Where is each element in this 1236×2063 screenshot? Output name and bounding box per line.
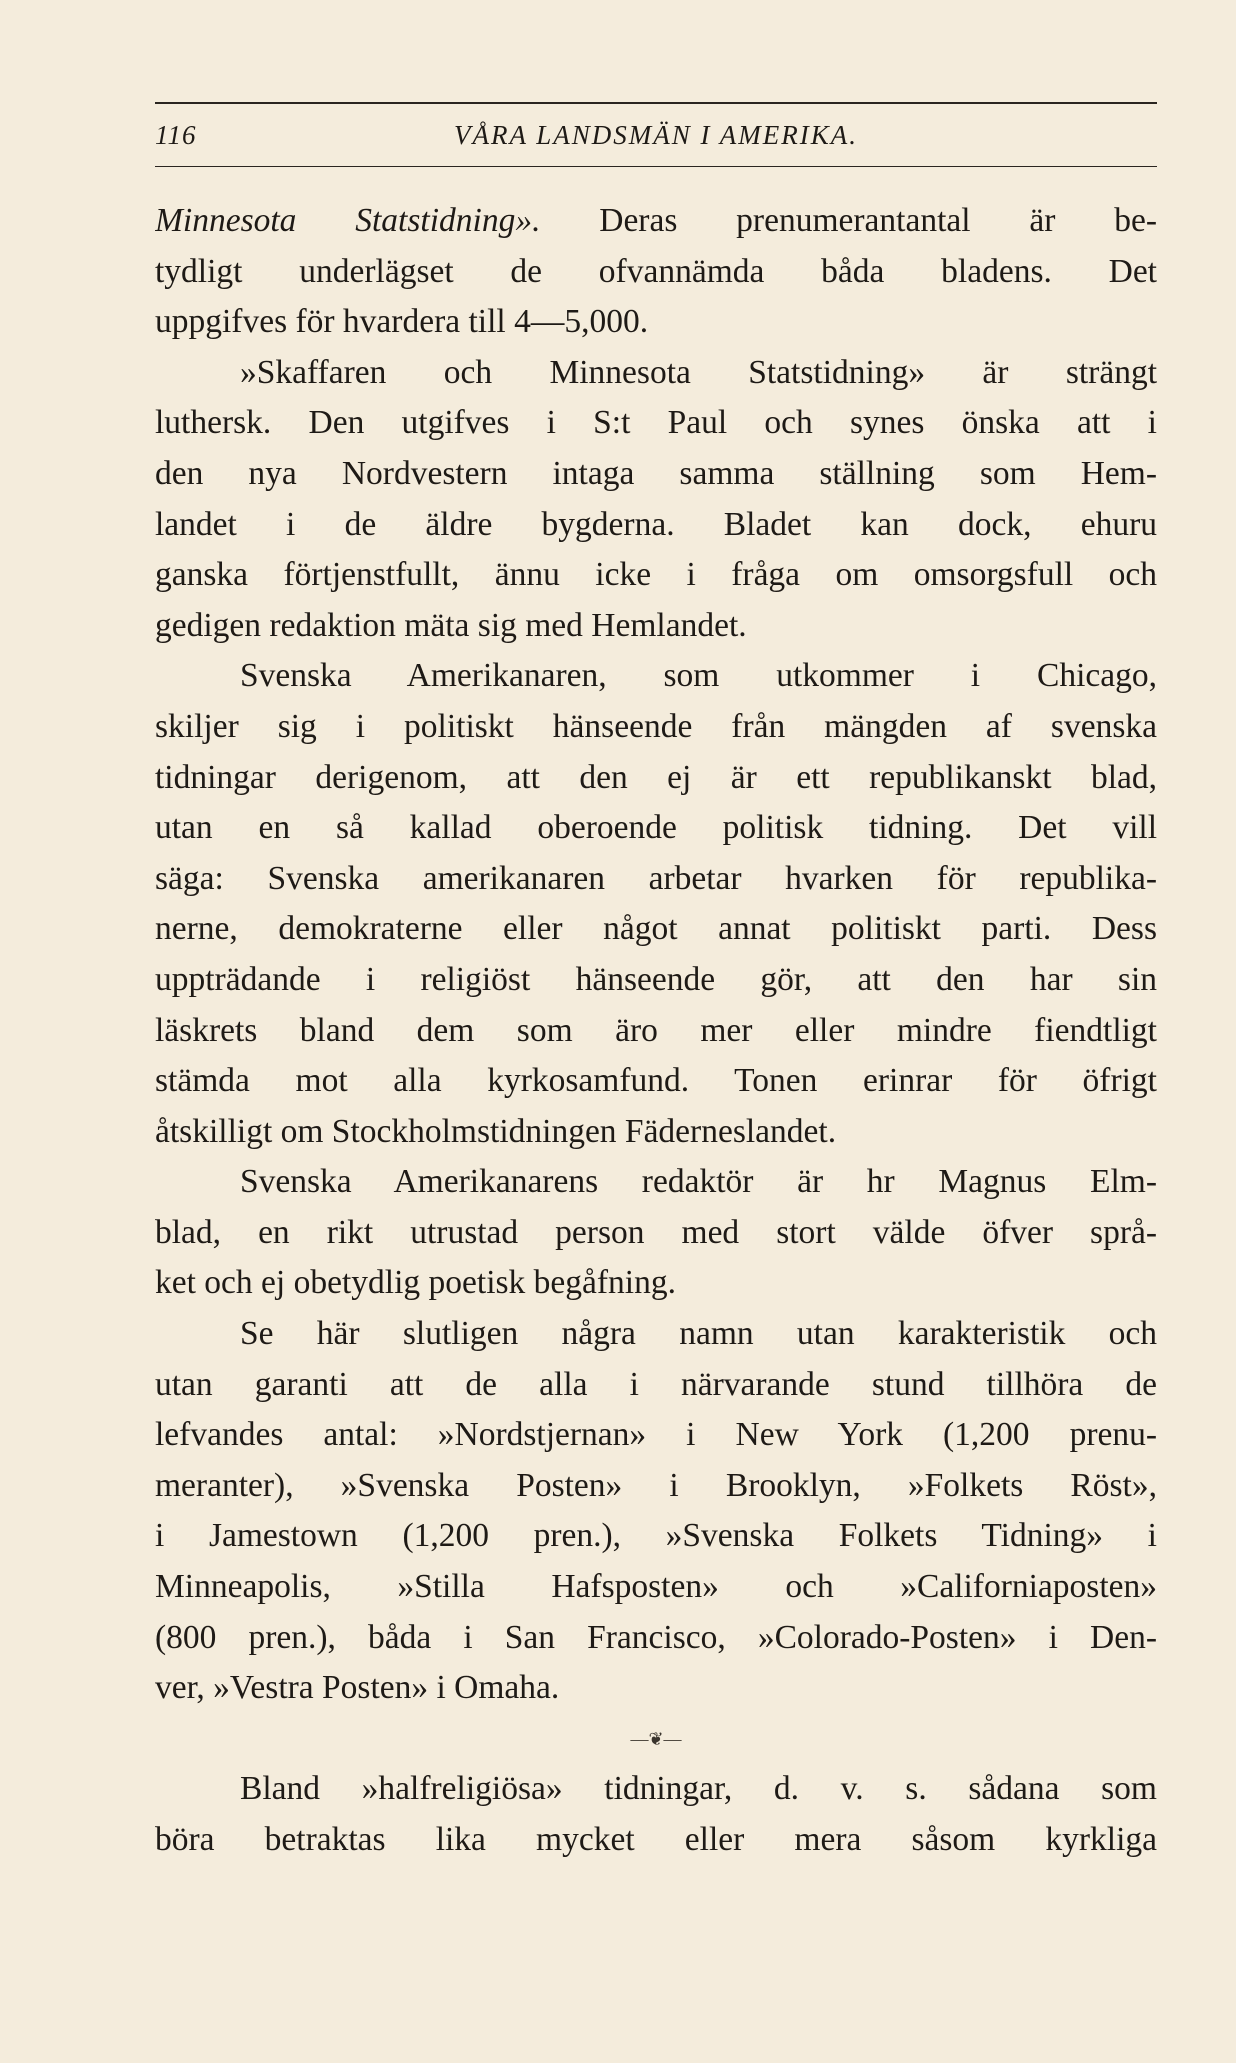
text-line: lefvandes antal: »Nordstjernan» i New York (1,200 prenu- — [155, 1416, 1157, 1454]
text-line: meranter), »Svenska Posten» i Brooklyn, »Folkets Röst», — [155, 1466, 1157, 1504]
text-line — [155, 196, 1157, 247]
text-line: Svenska Amerikanaren, som utkommer i Chicago, — [240, 657, 1157, 695]
page-header — [155, 120, 1157, 162]
text-line: uppträdande i religiöst hänseende gör, att den har sin — [155, 960, 1157, 998]
text-line: säga: Svenska amerikanaren arbetar hvarken för republika- — [155, 859, 1157, 897]
text-line: Minneapolis, »Stilla Hafsposten» och »Californiaposten» — [155, 1568, 1157, 1606]
text-line: stämda mot alla kyrkosamfund. Tonen erinrar för öfrigt — [155, 1062, 1157, 1100]
text-line: utan en så kallad oberoende politisk tidning. Det vill — [155, 809, 1157, 847]
text-line: läskrets bland dem som äro mer eller mindre fiendtligt — [155, 1011, 1157, 1049]
text-line: skiljer sig i politiskt hänseende från mängden af svenska — [155, 707, 1157, 745]
header-rule — [155, 166, 1157, 167]
text-line: den nya Nordvestern intaga samma ställning som Hem- — [155, 454, 1157, 492]
text-line: tidningar derigenom, att den ej är ett republikanskt blad, — [155, 758, 1157, 796]
text-line: landet i de äldre bygderna. Bladet kan dock, ehuru — [155, 505, 1157, 543]
text-line: (800 pren.), båda i San Francisco, »Colorado-Posten» i Den- — [155, 1618, 1157, 1656]
text-line: tydligt underlägset de ofvannämda båda bladens. Det — [155, 252, 1157, 290]
text-line-rest: Deras prenumerantantal är be- — [540, 202, 1157, 239]
text-line: gedigen redaktion mäta sig med Hemlandet. — [155, 606, 747, 644]
newspaper-title: Minnesota Statstidning». — [155, 202, 541, 239]
text-line: uppgifves för hvardera till 4—5,000. — [155, 303, 649, 341]
text-line: Se här slutligen några namn utan karakteristik och — [240, 1315, 1157, 1353]
text-line: i Jamestown (1,200 pren.), »Svenska Folkets Tidning» i — [155, 1517, 1157, 1555]
top-rule — [155, 102, 1157, 104]
text-line: Bland »halfreligiösa» tidningar, d. v. s. sådana som — [240, 1770, 1157, 1808]
running-title: VÅRA LANDSMÄN I AMERIKA. — [454, 120, 858, 150]
section-ornament: —❦— — [630, 1728, 682, 1749]
text-line: böra betraktas lika mycket eller mera såsom kyrkliga — [155, 1821, 1157, 1858]
text-line: ket och ej obetydlig poetisk begåfning. — [155, 1264, 676, 1302]
text-line: luthersk. Den utgifves i S:t Paul och synes önska att i — [155, 404, 1157, 442]
text-line: utan garanti att de alla i närvarande stund tillhöra de — [155, 1365, 1157, 1403]
text-line: »Skaffaren och Minnesota Statstidning» är strängt — [240, 353, 1157, 391]
body-text — [155, 196, 1157, 1866]
text-line: ver, »Vestra Posten» i Omaha. — [155, 1669, 560, 1707]
text-line: blad, en rikt utrustad person med stort välde öfver språ- — [155, 1213, 1157, 1251]
page-number: 116 — [155, 120, 197, 150]
text-line: åtskilligt om Stockholmstidningen Fädernеslandet. — [155, 1112, 837, 1150]
text-line: Svenska Amerikanarens redaktör är hr Magnus Elm- — [240, 1163, 1157, 1201]
text-line: ganska förtjenstfullt, ännu icke i fråga om omsorgsfull och — [155, 556, 1157, 594]
text-line: nerne, demokraterne eller något annat politiskt parti. Dess — [155, 910, 1157, 948]
